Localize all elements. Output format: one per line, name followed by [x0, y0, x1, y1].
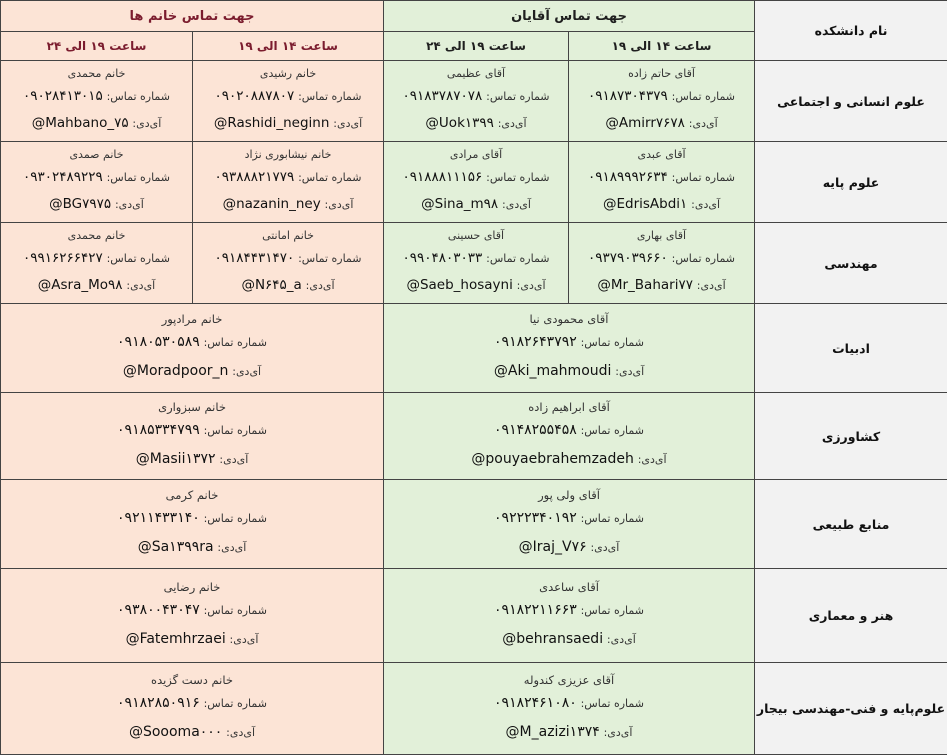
- contact-card: [193, 61, 383, 141]
- phone-label: شماره تماس:: [298, 252, 361, 265]
- id-label: آی‌دی:: [615, 365, 644, 378]
- contact-name: آقای ولی پور: [538, 486, 600, 504]
- id-label: آی‌دی:: [219, 453, 248, 466]
- telegram-id[interactable]: @Iraj_V۷۶: [519, 539, 587, 555]
- women-contact-14-19: [193, 61, 384, 142]
- phone-number[interactable]: ۰۹۳۸۰۰۴۳۰۴۷: [117, 602, 200, 618]
- faculty-row: [1, 61, 947, 142]
- women-header: جهت تماس خانم ها: [1, 1, 384, 32]
- phone-number[interactable]: ۰۹۰۲۸۴۱۳۰۱۵: [23, 88, 103, 104]
- phone-number[interactable]: ۰۹۱۸۸۸۱۱۱۵۶: [403, 169, 483, 185]
- contact-card: [569, 223, 754, 303]
- phone-number[interactable]: ۰۹۹۱۶۲۶۶۴۲۷: [23, 250, 103, 266]
- contact-card: [193, 142, 383, 222]
- faculty-name: هنر و معماری: [755, 569, 947, 663]
- women-slot-14-19: ساعت ۱۴ الی ۱۹: [193, 32, 384, 61]
- id-label: آی‌دی:: [325, 198, 354, 211]
- phone-label: شماره تماس:: [298, 90, 361, 103]
- telegram-id[interactable]: @Mahbano_۷۵: [32, 115, 129, 131]
- phone-label: شماره تماس:: [581, 512, 644, 525]
- men-contact: [384, 304, 755, 393]
- id-label: آی‌دی:: [691, 198, 720, 211]
- faculty-name: علوم پایه: [755, 142, 947, 223]
- id-line: [519, 533, 620, 562]
- contact-name: آقای عزیزی کندوله: [524, 671, 614, 689]
- contact-name: آقای عبدی: [638, 146, 686, 164]
- phone-label: شماره تماس:: [672, 90, 735, 103]
- contact-card: [384, 569, 754, 662]
- telegram-id[interactable]: @Asra_Mo۹۸: [38, 277, 123, 293]
- telegram-id[interactable]: @Moradpoor_n: [123, 363, 229, 379]
- id-line: [502, 625, 636, 654]
- phone-line: [215, 83, 362, 110]
- men-header: جهت تماس آقایان: [384, 1, 755, 32]
- phone-line: [494, 416, 644, 445]
- phone-number[interactable]: ۰۹۱۸۵۳۳۴۷۹۹: [117, 422, 200, 438]
- id-label: آی‌دی:: [226, 726, 255, 739]
- phone-line: [588, 83, 735, 110]
- id-line: [214, 110, 362, 137]
- id-line: [138, 533, 247, 562]
- phone-line: [494, 328, 644, 357]
- phone-number[interactable]: ۰۹۱۸۲۸۵۰۹۱۶: [117, 695, 200, 711]
- women-contact: [1, 304, 384, 393]
- id-line: [406, 272, 545, 299]
- women-contact-19-24: [1, 142, 193, 223]
- phone-number[interactable]: ۰۹۲۱۱۴۳۳۱۴۰: [117, 510, 200, 526]
- phone-label: شماره تماس:: [486, 171, 549, 184]
- contact-card: [1, 393, 383, 479]
- contact-name: خانم امانتی: [262, 227, 314, 245]
- women-contact-19-24: [1, 61, 193, 142]
- phone-line: [117, 416, 267, 445]
- telegram-id[interactable]: @M_azizi۱۳۷۴: [506, 724, 600, 740]
- faculty-row: [1, 393, 947, 480]
- contact-card: [1, 223, 192, 303]
- faculty-row: [1, 663, 947, 755]
- men-contact-19-24: [384, 223, 569, 304]
- faculty-name: علوم‌پایه و فنی-مهندسی بیجار: [755, 663, 947, 755]
- id-label: آی‌دی:: [232, 365, 261, 378]
- contact-name: خانم کرمی: [166, 486, 219, 504]
- id-line: [494, 357, 644, 386]
- phone-line: [117, 504, 267, 533]
- id-label: آی‌دی:: [502, 198, 531, 211]
- phone-number[interactable]: ۰۹۱۸۳۷۸۷۰۷۸: [403, 88, 483, 104]
- telegram-id[interactable]: @Amirr۷۶۷۸: [605, 115, 685, 131]
- phone-number[interactable]: ۰۹۱۸۰۵۳۰۵۸۹: [117, 334, 200, 350]
- telegram-id[interactable]: @Masii۱۳۷۲: [136, 451, 216, 467]
- contact-name: آقای بهاری: [637, 227, 686, 245]
- faculty-row: [1, 223, 947, 304]
- phone-label: شماره تماس:: [298, 171, 361, 184]
- phone-number[interactable]: ۰۹۱۸۲۲۱۱۶۶۳: [494, 602, 577, 618]
- id-label: آی‌دی:: [126, 279, 155, 292]
- telegram-id[interactable]: @pouyaebrahemzadeh: [471, 451, 633, 467]
- contact-card: [384, 304, 754, 392]
- men-contact-14-19: [569, 61, 755, 142]
- phone-number[interactable]: ۰۹۱۸۲۶۴۳۷۹۲: [494, 334, 577, 350]
- id-line: [38, 272, 155, 299]
- telegram-id[interactable]: @EdrisAbdi۱: [603, 196, 687, 212]
- faculty-row: [1, 304, 947, 393]
- phone-number[interactable]: ۰۹۳۰۲۴۸۹۲۲۹: [23, 169, 103, 185]
- contact-name: آقای ساعدی: [539, 578, 599, 596]
- contact-name: خانم مرادپور: [162, 310, 223, 328]
- men-contact-14-19: [569, 223, 755, 304]
- contact-card: [384, 393, 754, 479]
- telegram-id[interactable]: @Mr_Bahari۷۷: [597, 277, 693, 293]
- id-line: [603, 191, 720, 218]
- id-line: [605, 110, 717, 137]
- telegram-id[interactable]: @N۶۴۵_a: [241, 277, 301, 293]
- telegram-id[interactable]: @Saeb_hosayni: [406, 277, 512, 293]
- contact-card: [1, 569, 383, 662]
- telegram-id[interactable]: @Aki_mahmoudi: [494, 363, 612, 379]
- id-label: آی‌دی:: [604, 726, 633, 739]
- phone-line: [588, 245, 735, 272]
- phone-line: [215, 245, 362, 272]
- id-line: [223, 191, 354, 218]
- women-contact-14-19: [193, 142, 384, 223]
- phone-number[interactable]: ۰۹۳۸۸۸۲۱۷۷۹: [215, 169, 295, 185]
- men-contact: [384, 663, 755, 755]
- phone-line: [403, 164, 550, 191]
- contact-name: خانم نیشابوری نژاد: [245, 146, 332, 164]
- contact-name: آقای مرادی: [450, 146, 502, 164]
- contact-card: [384, 142, 568, 222]
- id-label: آی‌دی:: [333, 117, 362, 130]
- phone-number[interactable]: ۰۹۱۸۴۴۳۱۴۷۰: [215, 250, 295, 266]
- contact-card: [384, 663, 754, 754]
- id-line: [136, 445, 249, 474]
- faculty-name: منابع طبیعی: [755, 480, 947, 569]
- phone-line: [494, 689, 644, 718]
- faculty-header: نام دانشکده: [755, 1, 947, 61]
- id-line: [126, 625, 259, 654]
- id-label: آی‌دی:: [132, 117, 161, 130]
- phone-label: شماره تماس:: [204, 697, 267, 710]
- id-label: آی‌دی:: [607, 633, 636, 646]
- id-line: [241, 272, 334, 299]
- phone-label: شماره تماس:: [107, 252, 170, 265]
- phone-number[interactable]: ۰۹۱۸۹۹۹۲۶۳۴: [588, 169, 668, 185]
- phone-number[interactable]: ۰۹۱۸۷۳۰۴۳۷۹: [588, 88, 668, 104]
- contact-name: آقای عظیمی: [447, 65, 505, 83]
- contact-name: خانم صمدی: [69, 146, 123, 164]
- phone-line: [215, 164, 362, 191]
- id-label: آی‌دی:: [498, 117, 527, 130]
- phone-line: [403, 245, 550, 272]
- contact-card: [193, 223, 383, 303]
- phone-label: شماره تماس:: [204, 336, 267, 349]
- phone-line: [23, 164, 170, 191]
- women-contact: [1, 480, 384, 569]
- men-slot-14-19: ساعت ۱۴ الی ۱۹: [569, 32, 755, 61]
- phone-label: شماره تماس:: [204, 604, 267, 617]
- contact-name: خانم محمدی: [68, 65, 126, 83]
- telegram-id[interactable]: @behransaedi: [502, 631, 603, 647]
- id-line: [123, 357, 261, 386]
- phone-label: شماره تماس:: [581, 604, 644, 617]
- men-contact: [384, 569, 755, 663]
- women-contact-19-24: [1, 223, 193, 304]
- contact-name: خانم دست گزیده: [151, 671, 233, 689]
- phone-line: [117, 689, 267, 718]
- id-label: آی‌دی:: [517, 279, 546, 292]
- women-contact-14-19: [193, 223, 384, 304]
- phone-line: [588, 164, 735, 191]
- phone-number[interactable]: ۰۹۱۸۲۴۶۱۰۸۰: [494, 695, 577, 711]
- phone-label: شماره تماس:: [107, 171, 170, 184]
- men-contact-19-24: [384, 142, 569, 223]
- contact-name: خانم رضایی: [164, 578, 221, 596]
- phone-label: شماره تماس:: [486, 252, 549, 265]
- phone-line: [494, 504, 644, 533]
- contact-card: [384, 61, 568, 141]
- contact-name: خانم محمدی: [68, 227, 126, 245]
- phone-line: [117, 328, 267, 357]
- contact-card: [1, 61, 192, 141]
- id-label: آی‌دی:: [217, 541, 246, 554]
- id-label: آی‌دی:: [115, 198, 144, 211]
- id-label: آی‌دی:: [697, 279, 726, 292]
- men-contact: [384, 393, 755, 480]
- contact-card: [1, 480, 383, 568]
- id-line: [32, 110, 162, 137]
- id-label: آی‌دی:: [230, 633, 259, 646]
- phone-label: شماره تماس:: [581, 697, 644, 710]
- women-contact: [1, 663, 384, 755]
- phone-label: شماره تماس:: [581, 424, 644, 437]
- phone-line: [494, 596, 644, 625]
- phone-label: شماره تماس:: [486, 90, 549, 103]
- men-contact-14-19: [569, 142, 755, 223]
- faculty-name: مهندسی: [755, 223, 947, 304]
- contact-card: [569, 142, 754, 222]
- contact-name: خانم رشیدی: [260, 65, 316, 83]
- id-line: [49, 191, 144, 218]
- id-line: [506, 718, 633, 747]
- contact-name: خانم سبزواری: [158, 398, 226, 416]
- phone-label: شماره تماس:: [581, 336, 644, 349]
- telegram-id[interactable]: @Sa۱۳۹۹ra: [138, 539, 214, 555]
- contact-name: آقای ابراهیم زاده: [528, 398, 610, 416]
- id-line: [129, 718, 255, 747]
- phone-label: شماره تماس:: [204, 512, 267, 525]
- contact-name: آقای حاتم زاده: [628, 65, 695, 83]
- contact-card: [569, 61, 754, 141]
- contact-card: [1, 142, 192, 222]
- id-label: آی‌دی:: [638, 453, 667, 466]
- faculty-name: کشاورزی: [755, 393, 947, 480]
- phone-label: شماره تماس:: [204, 424, 267, 437]
- telegram-id[interactable]: @Sina_m۹۸: [421, 196, 498, 212]
- id-label: آی‌دی:: [590, 541, 619, 554]
- phone-label: شماره تماس:: [107, 90, 170, 103]
- phone-number[interactable]: ۰۹۳۷۹۰۳۹۶۶۰: [588, 250, 668, 266]
- faculty-name: ادبیات: [755, 304, 947, 393]
- id-label: آی‌دی:: [306, 279, 335, 292]
- faculty-row: [1, 480, 947, 569]
- telegram-id[interactable]: @BG۷۹۷۵: [49, 196, 111, 212]
- men-contact: [384, 480, 755, 569]
- header-row: [1, 1, 947, 32]
- faculty-name: علوم انسانی و اجتماعی: [755, 61, 947, 142]
- telegram-id[interactable]: @Rashidi_neginn: [214, 115, 330, 131]
- faculty-row: [1, 569, 947, 663]
- contact-card: [384, 223, 568, 303]
- phone-line: [23, 83, 170, 110]
- phone-line: [117, 596, 267, 625]
- id-line: [471, 445, 666, 474]
- id-line: [425, 110, 526, 137]
- id-label: آی‌دی:: [689, 117, 718, 130]
- phone-line: [23, 245, 170, 272]
- phone-label: شماره تماس:: [672, 252, 735, 265]
- phone-number[interactable]: ۰۹۰۲۰۸۸۷۸۰۷: [215, 88, 295, 104]
- telegram-id[interactable]: @Uok۱۳۹۹: [425, 115, 493, 131]
- telegram-id[interactable]: @Fatemhrzaei: [126, 631, 226, 647]
- women-contact: [1, 393, 384, 480]
- phone-number[interactable]: ۰۹۱۴۸۲۵۵۴۵۸: [494, 422, 577, 438]
- phone-line: [403, 83, 550, 110]
- id-line: [597, 272, 725, 299]
- telegram-id[interactable]: @Soooma۰۰۰: [129, 724, 222, 740]
- faculty-row: [1, 142, 947, 223]
- telegram-id[interactable]: @nazanin_ney: [223, 196, 321, 212]
- phone-number[interactable]: ۰۹۹۰۴۸۰۳۰۳۳: [403, 250, 483, 266]
- women-contact: [1, 569, 384, 663]
- men-contact-19-24: [384, 61, 569, 142]
- contact-card: [1, 304, 383, 392]
- id-line: [421, 191, 531, 218]
- contact-name: آقای محمودی نیا: [530, 310, 609, 328]
- contact-card: [384, 480, 754, 568]
- contact-card: [1, 663, 383, 754]
- men-slot-19-24: ساعت ۱۹ الی ۲۴: [384, 32, 569, 61]
- contact-name: آقای حسینی: [448, 227, 504, 245]
- women-slot-19-24: ساعت ۱۹ الی ۲۴: [1, 32, 193, 61]
- phone-number[interactable]: ۰۹۲۲۲۳۴۰۱۹۲: [494, 510, 577, 526]
- phone-label: شماره تماس:: [672, 171, 735, 184]
